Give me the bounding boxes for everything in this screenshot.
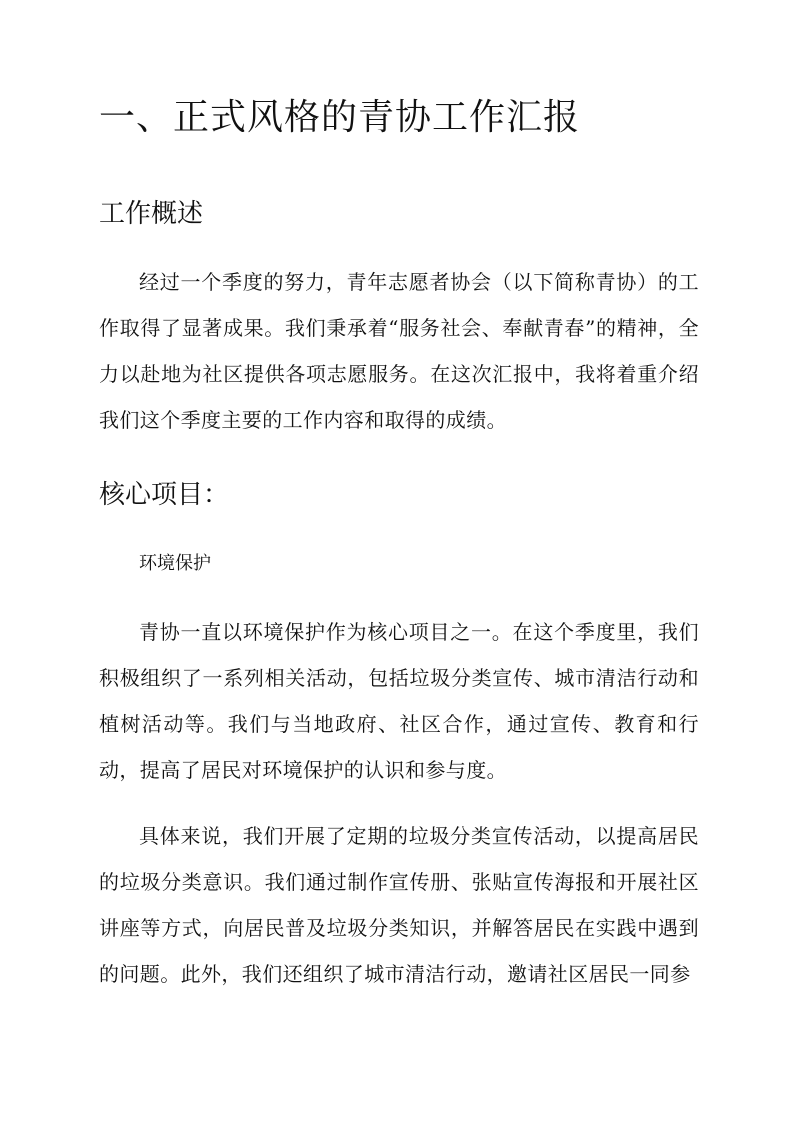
paragraph-environment-2: 具体来说，我们开展了定期的垃圾分类宣传活动，以提高居民的垃圾分类意识。我们通过制作宣传册、张贴宣传海报和开展社区讲座等方式，向居民普及垃圾分类知识，并解答居民在实践中遇到的问题。此外，我们还组织了城市清洁行动，邀请社区居民一同参 — [99, 824, 699, 986]
subheading-environment: 环境保护 — [139, 553, 211, 574]
paragraph-overview: 经过一个季度的努力，青年志愿者协会（以下简称青协）的工作取得了显著成果。我们秉承着“服务社会、奉献青春”的精神，全力以赴地为社区提供各项志愿服务。在这次汇报中，我将着重介绍我们这个季度主要的工作内容和取得的成绩。 — [99, 270, 699, 432]
section-heading-overview: 工作概述 — [99, 199, 204, 229]
paragraph-environment-1: 青协一直以环境保护作为核心项目之一。在这个季度里，我们积极组织了一系列相关活动，包括垃圾分类宣传、城市清洁行动和植树活动等。我们与当地政府、社区合作，通过宣传、教育和行动，提高了居民对环境保护的认识和参与度。 — [99, 620, 699, 782]
section-heading-core-projects: 核心项目： — [99, 480, 230, 510]
document-title: 一、正式风格的青协工作汇报 — [99, 97, 581, 138]
